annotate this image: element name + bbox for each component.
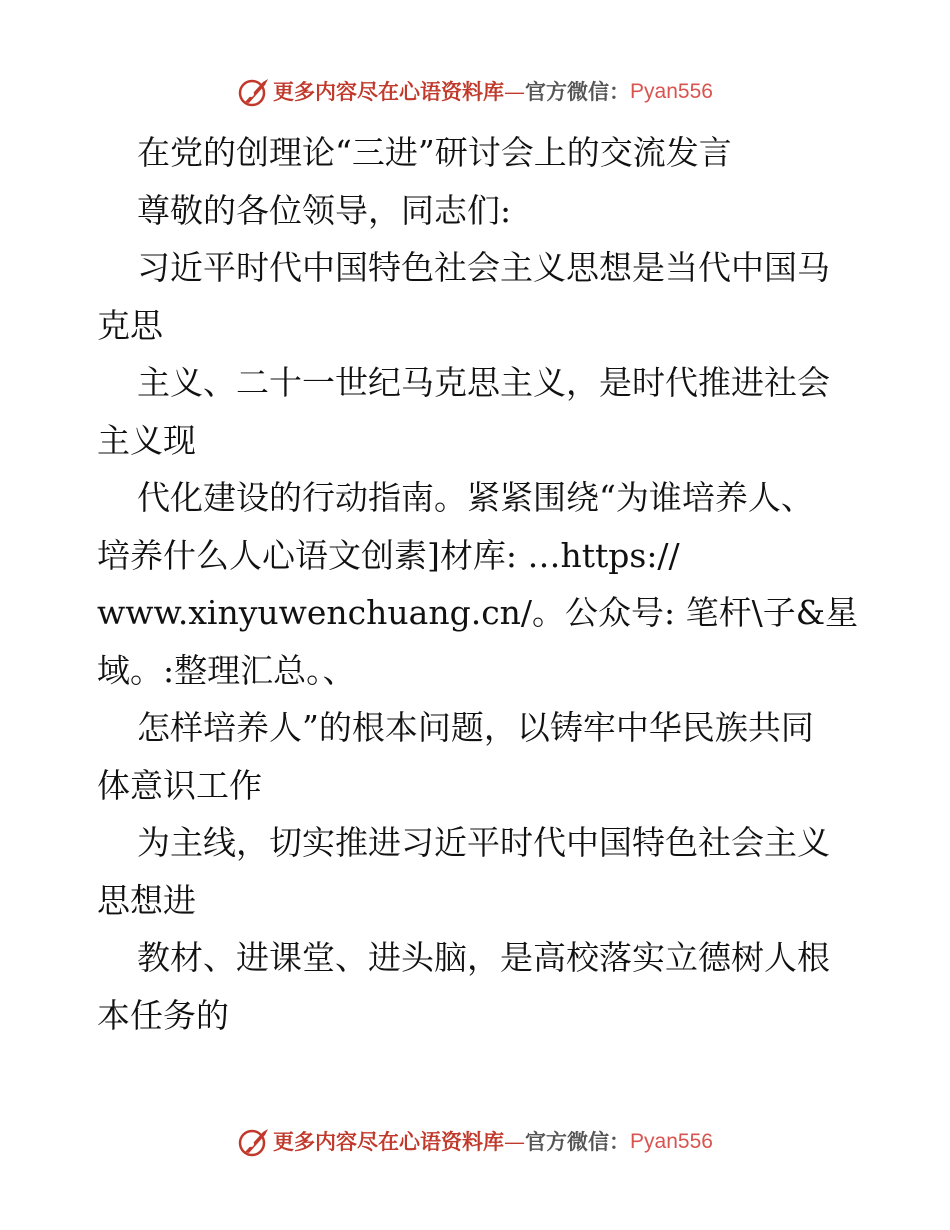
text-line: 域。:整理汇总。、 bbox=[97, 650, 356, 690]
text-line: 体意识工作 bbox=[97, 765, 262, 805]
document-title: 在党的创理论“三进”研讨会上的交流发言 bbox=[137, 133, 732, 172]
text-line: 本任务的 bbox=[97, 995, 229, 1035]
text-line: 培养什么人心语文创素]材库: …https:// bbox=[97, 535, 680, 575]
document-body bbox=[97, 124, 867, 1044]
text-line: 思想进 bbox=[97, 880, 196, 920]
banner-brand-text: 更多内容尽在心语资料库 bbox=[273, 79, 505, 104]
banner-brand-text: 更多内容尽在心语资料库 bbox=[273, 1129, 505, 1154]
text-line: 主义、二十一世纪马克思主义，是时代推进社会 bbox=[137, 363, 830, 402]
text-line: 代化建设的行动指南。紧紧围绕“为谁培养人、 bbox=[137, 478, 814, 517]
text-line: 主义现 bbox=[97, 420, 196, 460]
text-line: 教材、进课堂、进头脑，是高校落实立德树人根 bbox=[137, 938, 830, 977]
text-line: 怎样培养人”的根本问题，以铸牢中华民族共同 bbox=[137, 708, 814, 747]
header-banner bbox=[0, 76, 950, 108]
text-line: 习近平时代中国特色社会主义思想是当代中国马 bbox=[137, 248, 830, 287]
banner-wechat-label: 官方微信： bbox=[525, 1129, 631, 1154]
quill-logo-icon bbox=[237, 76, 271, 108]
banner-dash: — bbox=[504, 1130, 526, 1154]
text-line: www.xinyuwenchuang.cn/。公众号: 笔杆\子&星 bbox=[97, 593, 859, 632]
quill-logo-icon bbox=[237, 1126, 271, 1158]
banner-dash: — bbox=[504, 80, 526, 104]
text-line: 为主线，切实推进习近平时代中国特色社会主义 bbox=[137, 823, 830, 862]
footer-banner bbox=[0, 1126, 950, 1158]
banner-wechat-id: Pyan556 bbox=[630, 80, 713, 103]
banner-wechat-id: Pyan556 bbox=[630, 1130, 713, 1153]
salutation: 尊敬的各位领导，同志们: bbox=[137, 190, 512, 230]
text-line: 克思 bbox=[97, 305, 163, 345]
banner-wechat-label: 官方微信： bbox=[525, 79, 631, 104]
